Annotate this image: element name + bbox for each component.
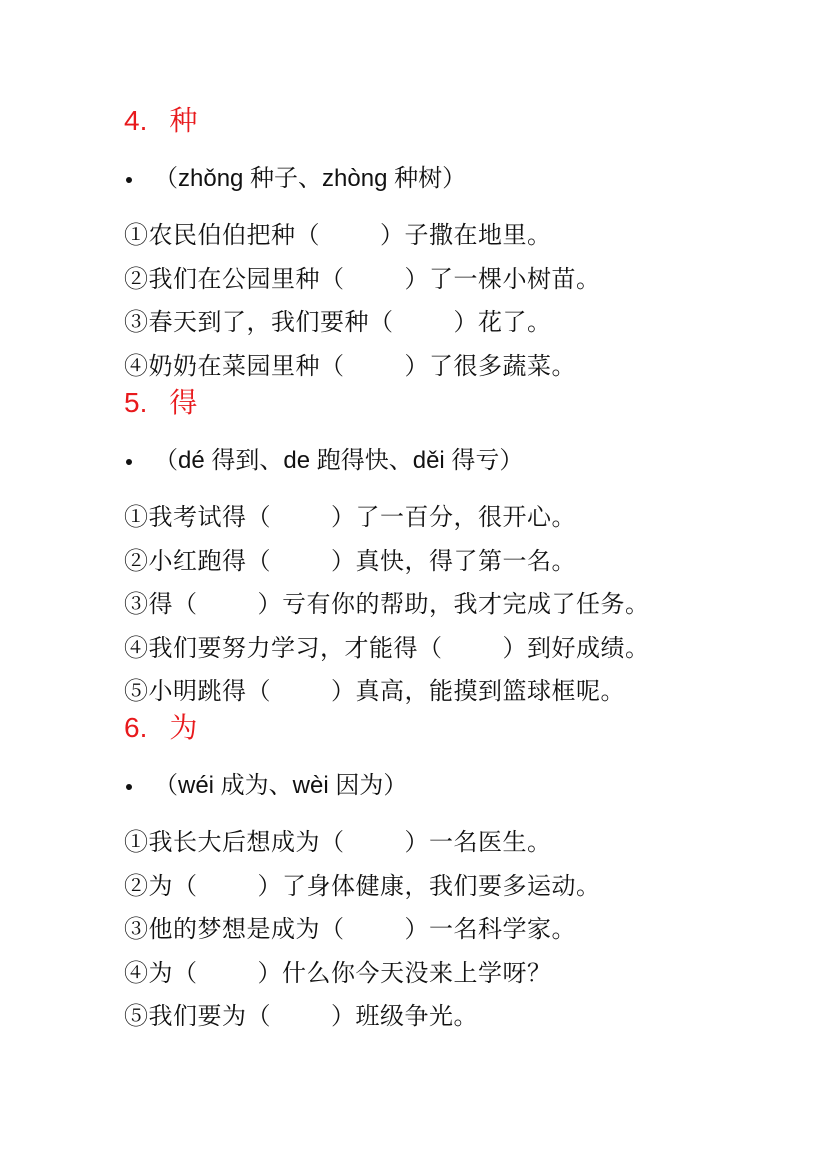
pinyin-line	[124, 164, 814, 194]
exercise-text-before: ③得（	[124, 590, 198, 618]
exercise-list	[124, 496, 814, 714]
exercise-text-before: ④奶奶在菜园里种（	[124, 351, 345, 380]
exercise-item	[124, 670, 814, 714]
exercise-text-before: ①我长大后想成为（	[124, 828, 345, 856]
exercise-item	[124, 583, 814, 627]
section-4	[124, 104, 814, 388]
pinyin-text: （dé 得到、de 跑得快、děi 得亏）	[154, 447, 524, 474]
exercise-text-after: ）真高，能摸到篮球框呢。	[331, 677, 625, 705]
exercise-text-before: ②为（	[124, 871, 198, 900]
exercise-item	[124, 865, 814, 909]
pinyin-text: （wéi 成为、wèi 因为）	[154, 772, 408, 799]
exercise-text-before: ⑤我们要为（	[124, 1002, 271, 1030]
exercise-text-after: ）真快，得了第一名。	[331, 546, 576, 575]
exercise-text-after: ）花了。	[453, 308, 552, 336]
exercise-text-after: ）一名科学家。	[404, 915, 576, 943]
section-character: 种	[169, 104, 198, 137]
section-5	[124, 386, 814, 714]
exercise-item	[124, 214, 814, 258]
exercise-text-before: ④为（	[124, 958, 198, 987]
exercise-text-before: ②小红跑得（	[124, 546, 271, 575]
exercise-text-before: ⑤小明跳得（	[124, 677, 271, 705]
exercise-text-before: ①农民伯伯把种（	[124, 221, 320, 249]
exercise-item	[124, 908, 814, 952]
exercise-text-before: ③春天到了，我们要种（	[124, 308, 394, 336]
section-number: 4.	[124, 105, 148, 136]
pinyin-line	[124, 446, 814, 476]
exercise-item	[124, 627, 814, 671]
section-number: 5.	[124, 387, 148, 418]
exercise-text-before: ③他的梦想是成为（	[124, 915, 345, 943]
section-heading	[124, 104, 814, 138]
exercise-text-before: ①我考试得（	[124, 503, 271, 531]
exercise-text-after: ）班级争光。	[331, 1002, 478, 1030]
exercise-list	[124, 214, 814, 388]
exercise-item	[124, 952, 814, 996]
section-character: 得	[169, 386, 198, 419]
exercise-text-after: ）了一百分，很开心。	[331, 503, 576, 531]
exercise-text-before: ④我们要努力学习，才能得（	[124, 633, 443, 662]
exercise-item	[124, 821, 814, 865]
exercise-text-after: ）了很多蔬菜。	[404, 351, 576, 380]
section-heading	[124, 386, 814, 420]
exercise-item	[124, 301, 814, 345]
exercise-list	[124, 821, 814, 1039]
section-heading	[124, 711, 814, 745]
pinyin-text: （zhǒng 种子、zhòng 种树）	[154, 165, 467, 192]
bullet-icon	[126, 177, 132, 183]
pinyin-line	[124, 771, 814, 801]
section-character: 为	[169, 711, 198, 744]
exercise-text-after: ）子撒在地里。	[380, 221, 552, 249]
exercise-text-after: ）一名医生。	[404, 828, 552, 856]
exercise-text-after: ）了一棵小树苗。	[404, 264, 601, 293]
exercise-text-after: ）到好成绩。	[502, 633, 650, 662]
exercise-item	[124, 995, 814, 1039]
bullet-icon	[126, 784, 132, 790]
section-number: 6.	[124, 712, 148, 743]
exercise-item	[124, 258, 814, 302]
exercise-item	[124, 540, 814, 584]
exercise-text-after: ）亏有你的帮助，我才完成了任务。	[257, 590, 650, 618]
exercise-text-after: ）了身体健康，我们要多运动。	[257, 871, 601, 900]
section-6	[124, 711, 814, 1039]
exercise-text-before: ②我们在公园里种（	[124, 264, 345, 293]
exercise-text-after: ）什么你今天没来上学呀？	[257, 958, 552, 987]
exercise-item	[124, 345, 814, 389]
bullet-icon	[126, 459, 132, 465]
exercise-item	[124, 496, 814, 540]
